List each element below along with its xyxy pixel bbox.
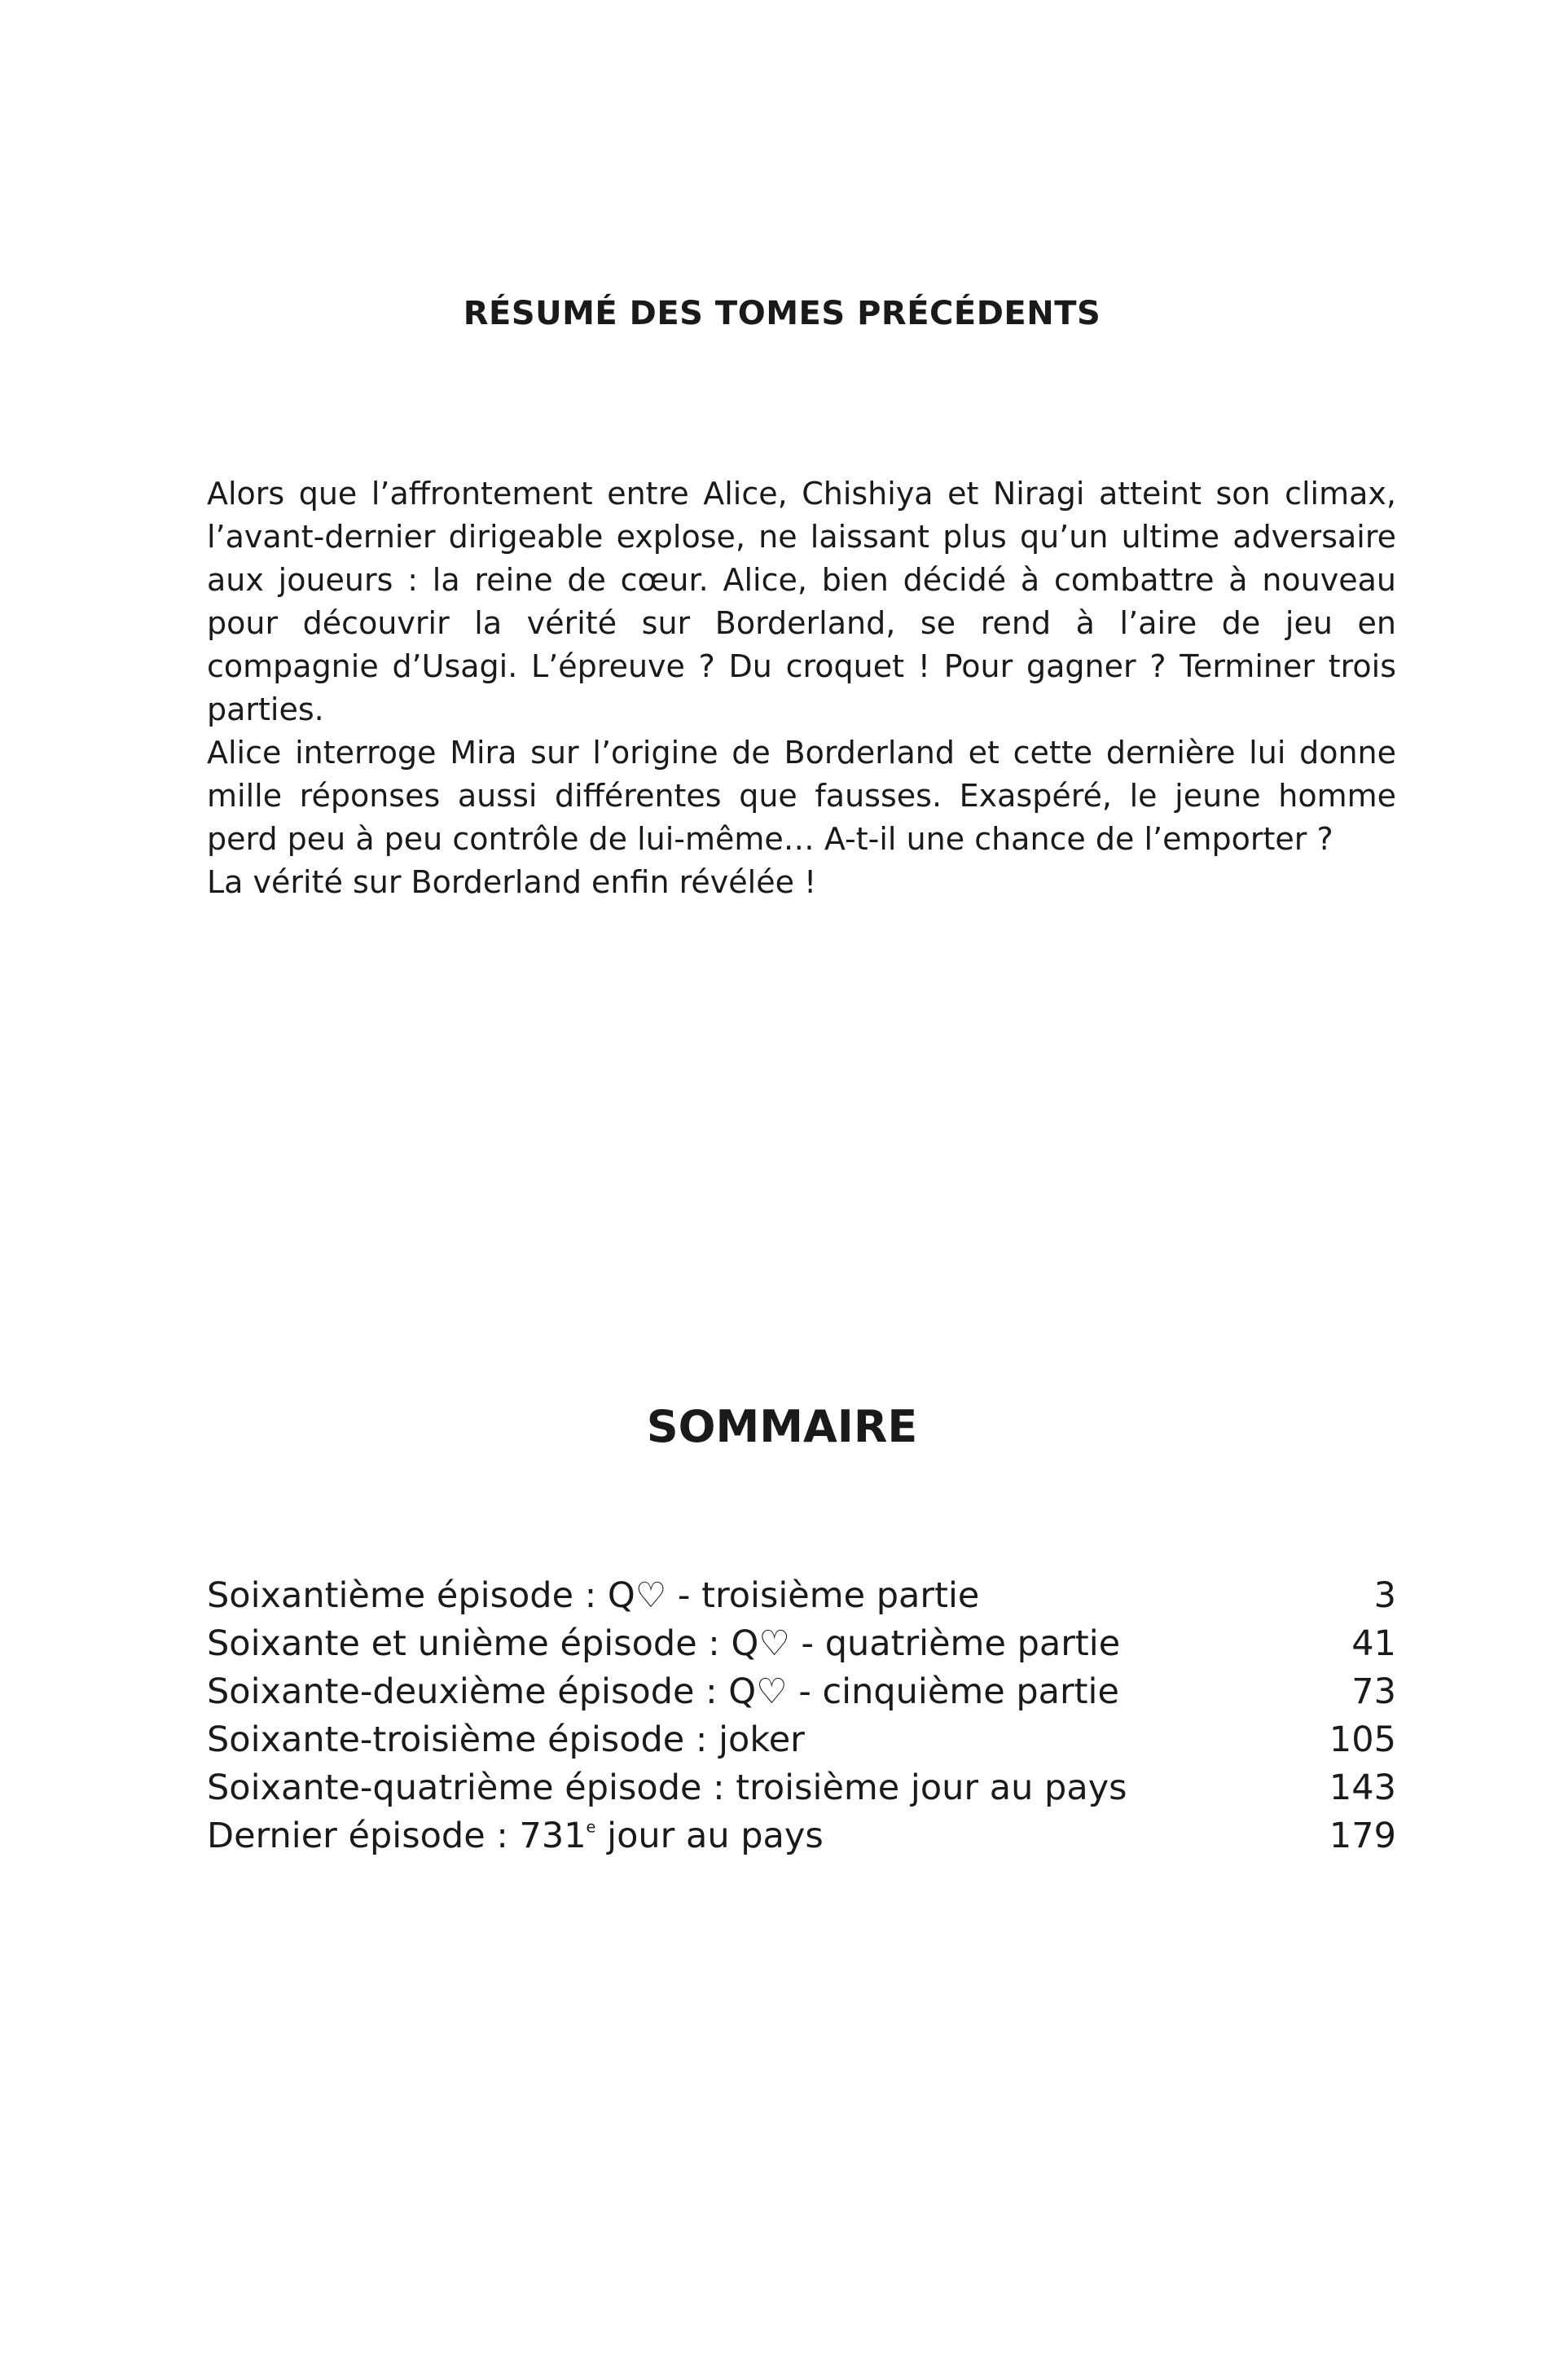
toc-entry-page: 179 bbox=[1329, 1816, 1396, 1856]
summary-text bbox=[207, 472, 1396, 904]
toc-entry bbox=[207, 1620, 1396, 1668]
toc-entry-title: Soixante-quatrième épisode : troisième jour au pays bbox=[207, 1767, 1127, 1808]
ordinal-suffix: e bbox=[586, 1817, 596, 1837]
toc-entry bbox=[207, 1716, 1396, 1764]
toc-entry-title: Soixante et unième épisode : Q♡ - quatrième partie bbox=[207, 1623, 1121, 1664]
toc-entry bbox=[207, 1812, 1396, 1860]
summary-paragraph: Alors que l’affrontement entre Alice, Chishiya et Niragi atteint son climax, l’avant-dernier dirigeable explose, ne laissant plus qu’un ultime adversaire aux joueurs : la reine de cœur. Alice, bien décidé à combattre à nouveau pour découvrir la vérité sur Borderland, se rend à l’aire de jeu en compagnie d’Usagi. L’épreuve ? Du croquet ! Pour gagner ? Terminer trois parties. bbox=[207, 476, 1396, 727]
toc-entry-page: 3 bbox=[1373, 1575, 1396, 1616]
toc-entry bbox=[207, 1668, 1396, 1716]
table-of-contents bbox=[207, 1572, 1396, 1860]
toc-entry-page: 105 bbox=[1329, 1719, 1396, 1760]
toc-entry-title: Soixante-deuxième épisode : Q♡ - cinquième partie bbox=[207, 1671, 1119, 1712]
toc-entry-title-rest: jour au pays bbox=[595, 1816, 824, 1856]
toc-entry bbox=[207, 1572, 1396, 1620]
toc-entry-page: 73 bbox=[1351, 1671, 1396, 1712]
toc-heading: SOMMAIRE bbox=[646, 1401, 918, 1452]
toc-entry-page: 143 bbox=[1329, 1767, 1396, 1808]
summary-paragraph: Alice interroge Mira sur l’origine de Borderland et cette dernière lui donne mille réponses aussi différentes que fausses. Exaspéré, le jeune homme perd peu à peu contrôle de lui-même… A-t-il une chance de l’emporter ? bbox=[207, 735, 1396, 857]
summary-heading: RÉSUMÉ DES TOMES PRÉCÉDENTS bbox=[463, 295, 1101, 332]
toc-entry-title-main: Dernier épisode : 731 bbox=[207, 1816, 586, 1856]
toc-entry-title: Soixante-troisième épisode : joker bbox=[207, 1719, 805, 1760]
toc-entry-page: 41 bbox=[1351, 1623, 1396, 1664]
toc-entry-title: Soixantième épisode : Q♡ - troisième partie bbox=[207, 1575, 980, 1616]
summary-paragraph: La vérité sur Borderland enfin révélée ! bbox=[207, 864, 817, 900]
toc-entry bbox=[207, 1764, 1396, 1812]
toc-entry-title bbox=[207, 1812, 824, 1860]
